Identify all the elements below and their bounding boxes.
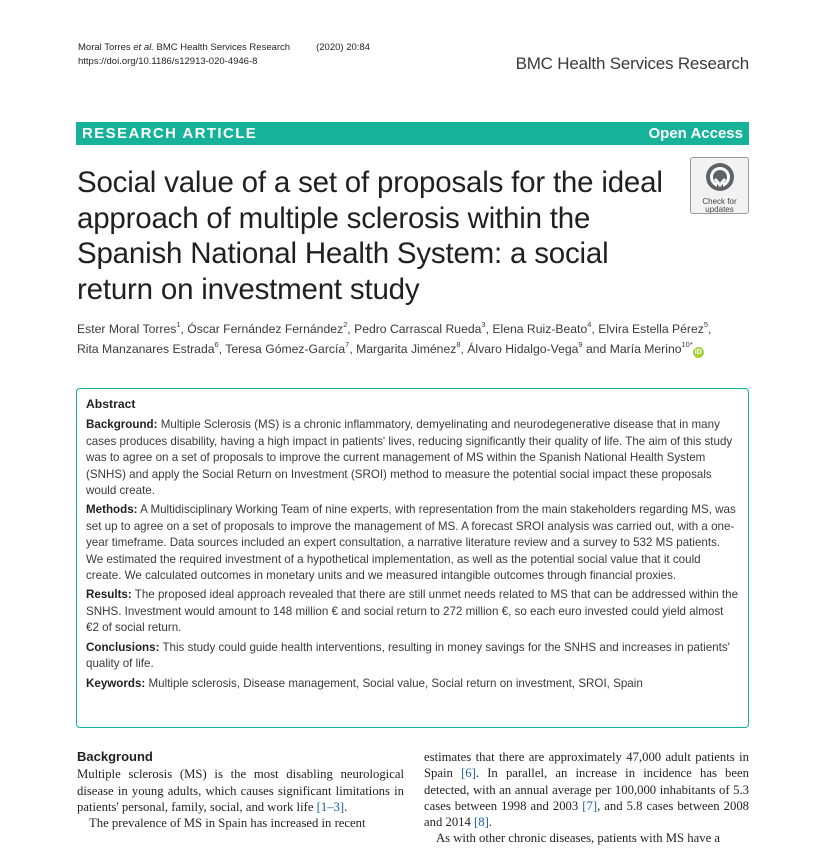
author-affiliation: 2 — [343, 320, 348, 329]
author: Pedro Carrascal Rueda — [354, 322, 482, 336]
abstract-keywords — [86, 676, 738, 692]
orcid-icon[interactable]: iD — [694, 349, 702, 356]
body-paragraph: The prevalence of MS in Spain has increased in recent — [89, 816, 366, 831]
check-for-updates-icon — [704, 161, 736, 193]
abstract-heading: Abstract — [86, 397, 136, 411]
abstract-background-label: Background: — [86, 418, 158, 432]
section-heading: Background — [77, 749, 153, 764]
abstract-methods-label: Methods: — [86, 503, 138, 517]
author-affiliation: 1 — [176, 320, 181, 329]
abstract-background — [86, 417, 738, 499]
body-column-right — [424, 749, 749, 847]
author: Ester Moral Torres — [77, 322, 177, 336]
citation-journal: BMC Health Services Research — [153, 42, 291, 53]
abstract-results-label: Results: — [86, 588, 132, 602]
body-text: . In parallel, an increase in incidence has been detected, with an annual average per 100,000 inhabitants of 5.3 cases between 1998 and 2003 — [424, 766, 750, 813]
body-text: , and 5.8 cases between 2008 and 2014 — [424, 798, 750, 830]
open-access-label: Open Access — [648, 125, 743, 142]
journal-name: BMC Health Services Research — [515, 54, 749, 73]
author-affiliation: 5 — [703, 320, 709, 329]
abstract-conclusions-label: Conclusions: — [86, 640, 160, 654]
authors-conjunction: and — [585, 342, 607, 356]
body-column-left — [77, 749, 404, 831]
citation-link[interactable]: [7] — [582, 798, 598, 813]
abstract-methods-text: A Multidisciplinary Working Team of nine experts, with representation from the main stakeholders regarding MS, was set up to agree on a set of proposals to improve the management of MS. A forecast SROI analysis was carried out, with a one-year timeframe. Data sources included an expert consultation, a narrative literature review and a survey to 532 MS patients. We estimated the required investment of a hypothetical implementation, as well as the potential social value that it could create. We calculated outcomes in monetary units and we measured intangible outcomes through financial proxies. — [86, 503, 736, 583]
abstract-box — [76, 388, 749, 728]
article-type-label: RESEARCH ARTICLE — [82, 125, 258, 142]
author: María Merino — [609, 342, 682, 356]
citation-link[interactable]: [1–3] — [316, 799, 345, 814]
abstract-background-text: Multiple Sclerosis (MS) is a chronic inflammatory, demyelinating and neurodegenerative disease that in many cases produces disability, having a high impact in patients' lives, reducing significantly their quality of life. The aim of this study was to agree on a set of proposals to improve the current management of MS within the Spanish National Health System (SNHS) and apply the Social Return on Investment (SROI) method to measure the potential social impact these proposals would create. — [86, 418, 733, 498]
citation-etal: et al. — [133, 42, 154, 53]
body-text: . — [488, 815, 493, 830]
check-for-updates-label-2: updates — [705, 205, 734, 214]
abstract-conclusions — [86, 640, 738, 673]
body-paragraph — [77, 766, 404, 815]
author-affiliation: 10* — [681, 340, 693, 349]
body-text: estimates that there are approximately 47,000 adult patients in Spain — [424, 750, 749, 781]
body-paragraph — [424, 749, 749, 830]
abstract-results — [86, 587, 738, 636]
author-affiliation: 7 — [345, 340, 350, 349]
author-list: Ester Moral Torres$^1$, Óscar Fernández Fernández$^2$, Pedro Carrascal Rueda$^3$, Elena Ruiz-Beato$^4$, Elvira Estella Pérez$^5$, Rita Manzanares Estrada$^6$, Teresa Gómez-García$^7$, Margarita Jiménez$^8$, Álvaro Hidalgo-Vega$^9$ and María Merino$^{10*}$iD — [77, 320, 712, 356]
author: Álvaro Hidalgo-Vega — [467, 342, 579, 356]
author-affiliation: 6 — [214, 340, 219, 349]
abstract-methods — [86, 502, 738, 584]
abstract-keywords-label: Keywords: — [86, 676, 146, 690]
article-banner — [76, 122, 749, 145]
author: Teresa Gómez-García — [225, 342, 346, 356]
article-title: Social value of a set of proposals for the ideal approach of multiple sclerosis within the Spanish National Health System: a social return on investment study — [77, 166, 663, 306]
author-affiliation: 9 — [578, 340, 583, 349]
author: Elena Ruiz-Beato — [492, 322, 588, 336]
body-text: Multiple sclerosis (MS) is the most disabling neurological disease in young adults, which causes significant limitations in patients' personal, family, social, and work life — [77, 767, 404, 814]
author: Margarita Jiménez — [356, 342, 457, 356]
author: Rita Manzanares Estrada — [77, 342, 215, 356]
citation-year: (2020) 20:84 — [316, 42, 370, 53]
abstract-results-text: The proposed ideal approach revealed that there are still unmet needs related to MS that can be addressed within the SNHS. Investment would amount to 148 million € and social return to 272 million €, so each euro invested could yield almost €2 of social return. — [86, 588, 739, 635]
citation-link[interactable]: [8] — [474, 815, 489, 830]
author-affiliation: 8 — [456, 340, 461, 349]
author: Óscar Fernández Fernández — [187, 322, 344, 336]
abstract-keywords-text: Multiple sclerosis, Disease management, Social value, Social return on investment, SROI, Spain — [148, 676, 643, 690]
citation-authors: Moral Torres — [78, 42, 134, 53]
citation-header — [78, 41, 370, 69]
citation-link[interactable]: [6] — [461, 766, 476, 781]
doi-link[interactable]: https://doi.org/10.1186/s12913-020-4946-8 — [78, 56, 258, 67]
author-affiliation: 4 — [587, 320, 592, 329]
citation-line — [78, 41, 370, 55]
author: Elvira Estella Pérez — [598, 322, 704, 336]
author-affiliation: 3 — [481, 320, 486, 329]
check-for-updates-label-1: Check for — [702, 197, 737, 206]
check-for-updates-button[interactable] — [690, 157, 749, 214]
abstract-conclusions-text: This study could guide health interventions, resulting in money savings for the SNHS and increases in patients' quality of life. — [86, 640, 730, 671]
body-paragraph: As with other chronic diseases, patients with MS have a — [436, 831, 721, 846]
body-text: . — [344, 799, 348, 814]
